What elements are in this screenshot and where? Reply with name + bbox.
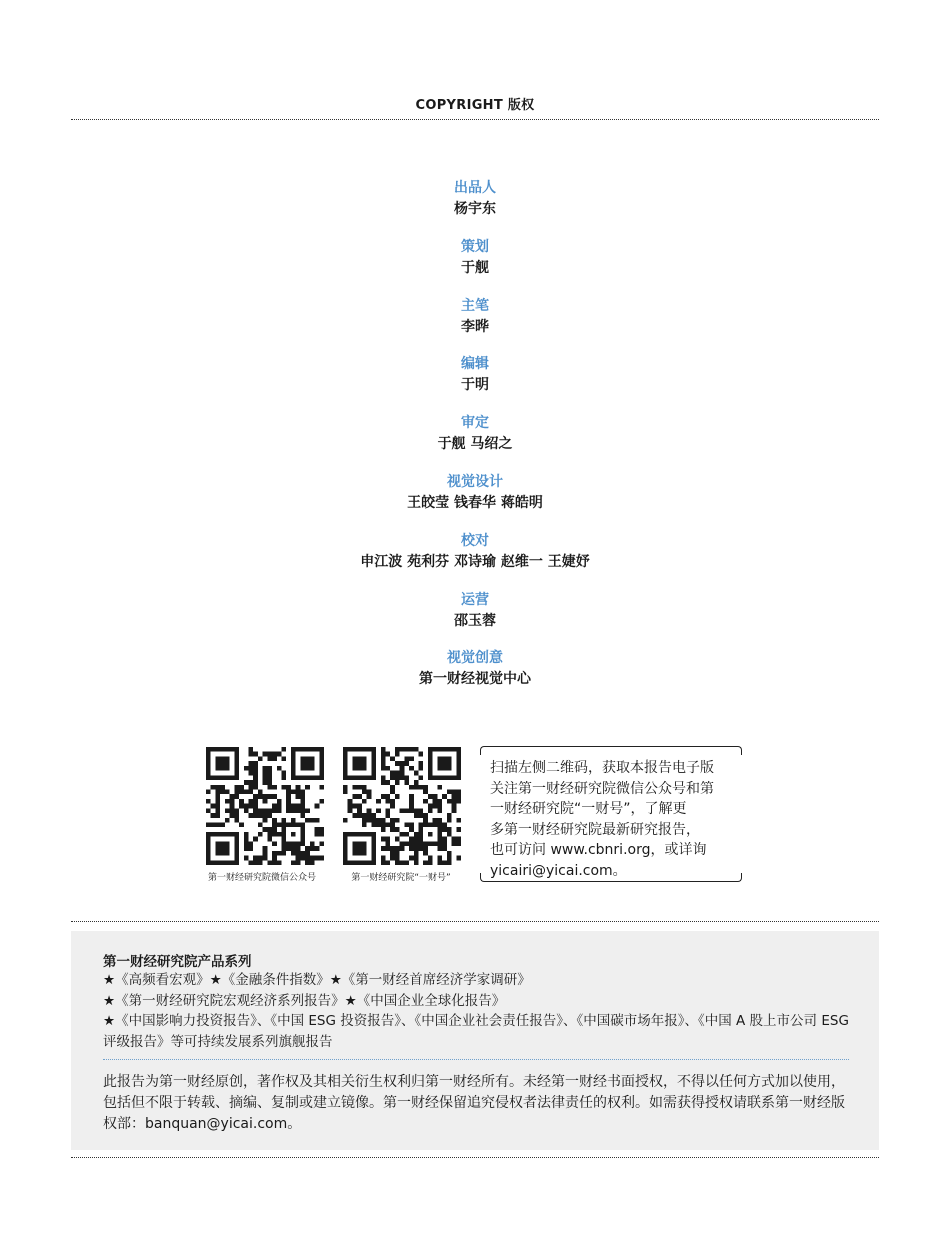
credit-name: 于明: [461, 377, 489, 394]
credit-name: 于舰: [461, 259, 489, 276]
info-line: 一财经研究院“一财号”，了解更: [490, 801, 687, 817]
page-title: COPYRIGHT 版权: [415, 98, 535, 113]
qr-wechat: [206, 747, 324, 883]
credit-reviewer: [0, 413, 950, 472]
credit-visual-design: [0, 472, 950, 531]
credit-role: 出品人: [454, 180, 496, 196]
info-line: yicairi@yicai.com。: [490, 862, 627, 879]
credit-name: 杨宇东: [454, 201, 496, 217]
credit-role: 编辑: [461, 356, 489, 373]
product-line: ★《高频看宏观》★《金融条件指数》★《第一财经首席经济学家调研》: [103, 972, 531, 988]
credit-name: 李晔: [461, 318, 489, 335]
product-series-panel: [71, 931, 879, 1150]
credit-name: 邵玉蓉: [454, 612, 496, 629]
credit-role: 运营: [461, 591, 489, 608]
credit-operations: [0, 590, 950, 649]
product-line: ★《中国影响力投资报告》、《中国 ESG 投资报告》、《中国企业社会责任报告》、《中国碳市场年报》、《中国 A 股上市公司 ESG 评级报告》等可持续发展系列旗舰报告: [103, 1013, 849, 1050]
product-line: ★《第一财经研究院宏观经济系列报告》★《中国企业全球化报告》: [103, 992, 506, 1009]
info-line: 多第一财经研究院最新研究报告，: [490, 821, 700, 838]
top-divider: [71, 119, 879, 120]
credit-proofreading: [0, 531, 950, 590]
credit-role: 视觉设计: [447, 473, 503, 490]
credit-name: 王皎莹 钱春华 蒋皓明: [407, 494, 543, 511]
qr-caption-wechat: 第一财经研究院微信公众号: [207, 873, 316, 883]
qr-caption-yicaihao: 第一财经研究院“一财号”: [351, 873, 451, 883]
credit-name: 第一财经视觉中心: [419, 671, 531, 688]
credit-role: 视觉创意: [447, 650, 503, 667]
credit-role: 策划: [461, 238, 489, 255]
credit-producer: [0, 178, 950, 237]
panel-divider: [103, 1059, 849, 1060]
qr-code-icon[interactable]: [343, 747, 461, 865]
credits-list: [0, 178, 950, 707]
credit-editor: [0, 354, 950, 413]
credit-role: 主笔: [461, 297, 489, 314]
info-line: 扫描左侧二维码，获取本报告电子版: [490, 760, 714, 776]
credit-role: 校对: [461, 532, 489, 549]
qr-yicaihao: [343, 747, 461, 883]
credit-planning: [0, 237, 950, 296]
product-series-title: 第一财经研究院产品系列: [103, 954, 252, 970]
bottom-divider: [71, 1157, 879, 1158]
credit-name: 申江波 苑利芬 邓诗瑜 赵维一 王婕妤: [360, 553, 590, 570]
middle-divider: [71, 921, 879, 922]
copyright-notice: 此报告为第一财经原创，著作权及其相关衍生权利归第一财经所有。未经第一财经书面授权，不得以任何方式加以使用，包括但不限于转载、摘编、复制或建立镜像。第一财经保留追究侵权者法律责任的权利。如需获得授权请联系第一财经版权部：banquan@yicai.com。: [103, 1074, 845, 1132]
credit-role: 审定: [461, 415, 489, 432]
qr-code-icon[interactable]: [206, 747, 324, 865]
qr-info-text: [490, 758, 734, 881]
credit-name: 于舰 马绍之: [437, 436, 513, 453]
info-line: 关注第一财经研究院微信公众号和第: [490, 780, 714, 797]
info-line: 也可访问 www.cbnri.org，或详询: [490, 842, 707, 858]
qr-info-box: [480, 746, 742, 882]
credit-visual-creative: [0, 648, 950, 707]
product-series-list: [103, 970, 853, 1052]
credit-lead-author: [0, 296, 950, 355]
